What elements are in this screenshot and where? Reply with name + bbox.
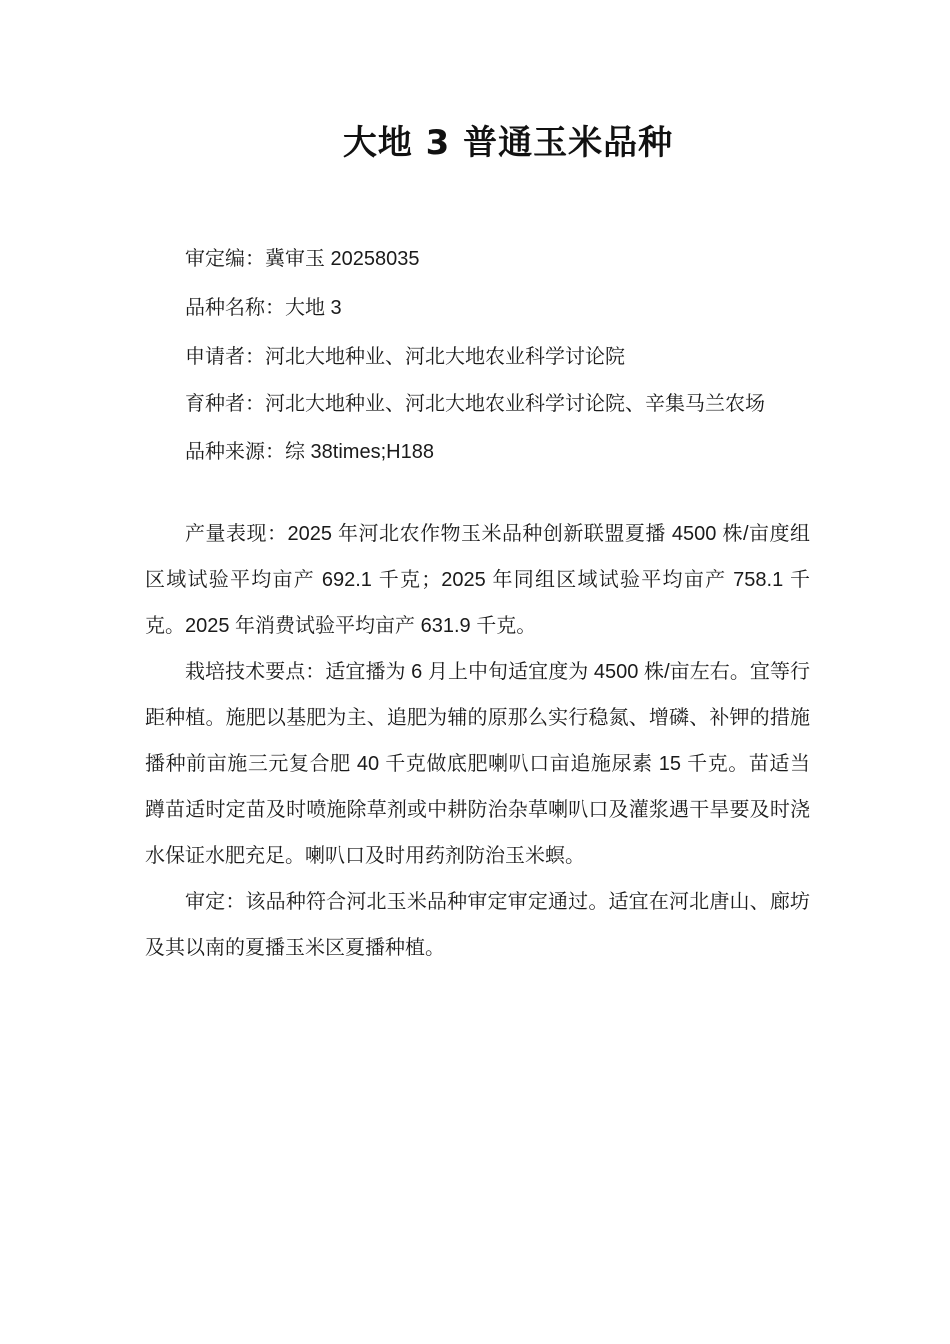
document-title: 大地 3 普通玉米品种 (342, 123, 674, 163)
applicant: 申请者：河北大地种业、河北大地农业科学讨论院 (185, 346, 625, 368)
yield-paragraph: 产量表现：2025 年河北农作物玉米品种创新联盟夏播 4500 株/亩度组区域试验平均亩产 692.1 千克；2025 年同组区域试验平均亩产 758.1 千克。2025 年消费试验平均亩产 631.9 千克。 (145, 523, 810, 637)
variety-name: 品种名称：大地 3 (185, 297, 342, 319)
approval-paragraph: 审定：该品种符合河北玉米品种审定审定通过。适宜在河北唐山、廊坊及其以南的夏播玉米区夏播种植。 (145, 891, 810, 959)
approval-number: 审定编：冀审玉 20258035 (185, 248, 420, 270)
section-gap (145, 478, 810, 511)
cultivation-paragraph: 栽培技术要点：适宜播为 6 月上中旬适宜度为 4500 株/亩左右。宜等行距种植。施肥以基肥为主、追肥为辅的原那么实行稳氮、增磷、补钾的措施播种前亩施三元复合肥 40 千克做底肥喇叭口亩追施尿素 15 千克。苗适当蹲苗适时定苗及时喷施除草剂或中耕防治杂草喇叭口及灌浆遇干旱要及时浇水保证水肥充足。喇叭口及时用药剂防治玉米螟。 (145, 661, 810, 867)
document-body (145, 236, 810, 971)
breeder: 育种者：河北大地种业、河北大地农业科学讨论院、辛集马兰农场 (185, 393, 765, 415)
variety-source: 品种来源：综 38times;H188 (185, 441, 434, 463)
